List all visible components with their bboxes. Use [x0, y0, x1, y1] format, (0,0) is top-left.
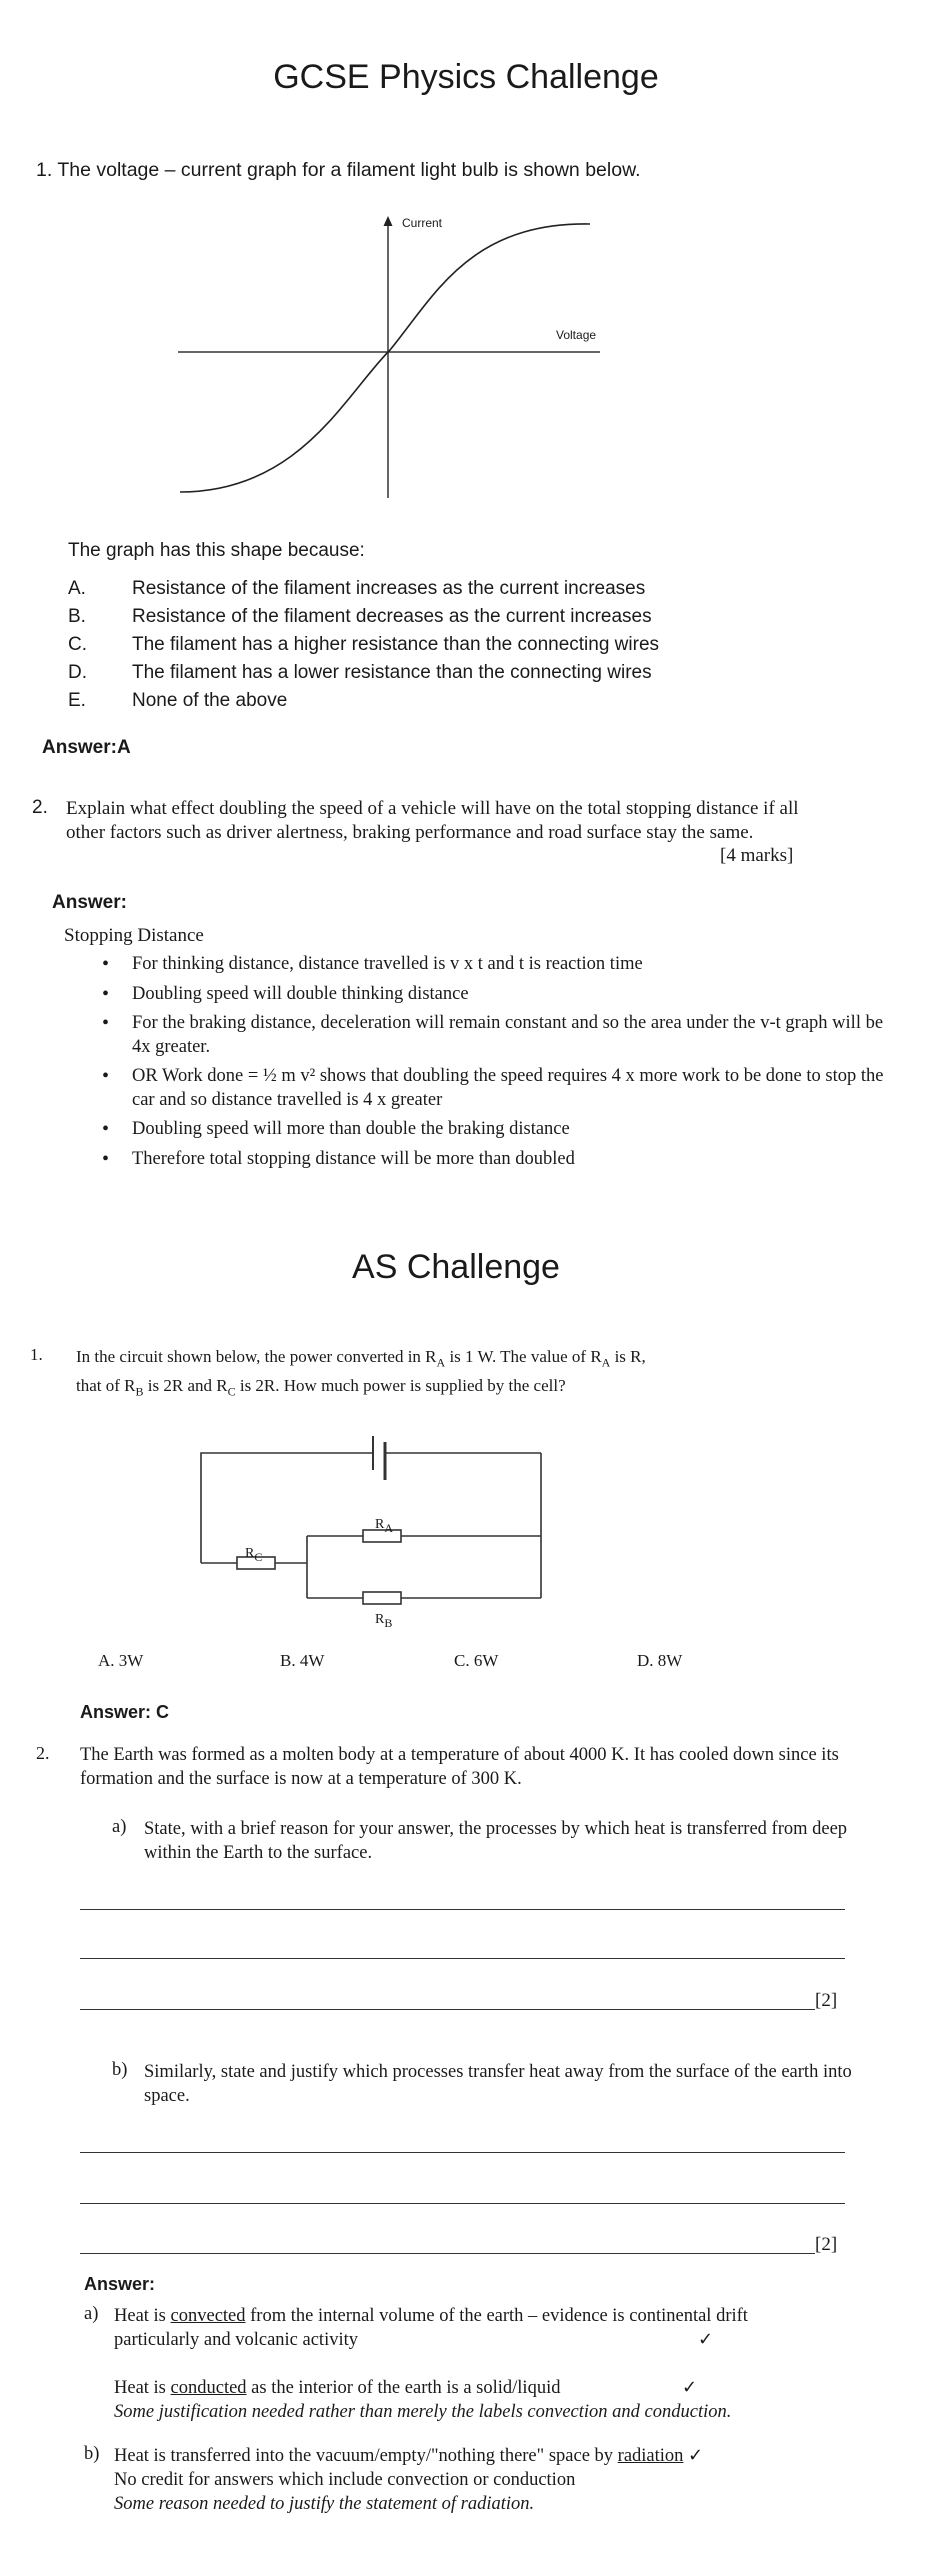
gcse-q2-text: Explain what effect doubling the speed of a vehicle will have on the total stopping distance if all other factors such as driver alertness, braking performance and road surface stay the same. [66, 798, 799, 843]
as-q1-option-d: D. 8W [637, 1651, 683, 1670]
as-q2-a-text: State, with a brief reason for your answer, the processes by which heat is transferred from deep within the Earth to the surface. [144, 1819, 848, 1863]
as-q2-text: The Earth was formed as a molten body at a temperature of about 4000 K. It has cooled down since its formation and the surface is now at a temperature of 300 K. [80, 1745, 839, 1789]
gcse-q1-option-e: E. None of the above [68, 690, 288, 711]
list-item: • Doubling speed will double thinking distance [70, 983, 890, 1007]
as-q1-option-b: B. 4W [280, 1651, 325, 1670]
list-item: • Therefore total stopping distance will be more than doubled [70, 1148, 890, 1172]
gcse-q1-answer: Answer:A [42, 737, 131, 758]
gcse-q1-options [68, 575, 659, 715]
answer-line [80, 2253, 815, 2254]
as-q1-answer: Answer: C [80, 1702, 170, 1722]
as-q1-text: In the circuit shown below, the power converted in $R_A$ is 1 W. The value of $R_A$ is R, that of $R_B$ is 2R and $R_C$ is 2R. How much power is supplied by the cell? [76, 1347, 646, 1399]
as-q2-b-label: b) [112, 2060, 128, 2080]
iv-graph-y-label: Current [402, 216, 443, 230]
list-item: • Doubling speed will more than double the braking distance [70, 1118, 890, 1142]
as-q1-option-a: A. 3W [98, 1651, 144, 1670]
circuit-wire-top-left [201, 1453, 373, 1563]
gcse-q1-option-d: D. The filament has a lower resistance than the connecting wires [68, 662, 652, 683]
gcse-q1-option-a: A. Resistance of the filament increases as the current increases [68, 578, 646, 599]
as-q2-a-mark: [2] [815, 1990, 838, 2011]
gcse-q2-number: 2. [32, 797, 48, 818]
as-title: AS Challenge [352, 1248, 560, 1286]
gcse-q2-answer-heading: Stopping Distance [64, 925, 204, 946]
answer-line [80, 2152, 845, 2153]
as-q2-b-mark: [2] [815, 2234, 838, 2255]
iv-graph [170, 210, 600, 505]
gcse-q2-answer-label: Answer: [52, 892, 127, 913]
circuit-label-rc: $R_C$ [245, 1546, 263, 1564]
list-item: • For thinking distance, distance travelled is v x t and t is reaction time [70, 953, 890, 977]
list-item: • OR Work done = ½ m v² shows that doubling the speed requires 4 x more work to be done to stop the car and so distance travelled is 4 x greater [70, 1065, 890, 1112]
as-q2-a-label: a) [112, 1817, 127, 1837]
as-q2-b-text: Similarly, state and justify which processes transfer heat away from the surface of the earth into space. [144, 2062, 852, 2106]
as-q2-ans-a: Heat is convected from the internal volume of the earth – evidence is continental drift particularly and volcanic activity ✓ Heat is conducted as the interior of the earth is a solid/liquid ✓ Some justification needed rather than merely the labels convection and conduction. [114, 2306, 748, 2422]
as-q2-ans-a-label: a) [84, 2304, 99, 2324]
answer-line [80, 2009, 815, 2010]
as-q2-number: 2. [36, 1743, 50, 1763]
answer-line [80, 1958, 845, 1959]
iv-graph-y-arrow [384, 216, 393, 226]
resistor-rb [363, 1592, 401, 1604]
answer-line [80, 1909, 845, 1910]
gcse-q2-answer-list [70, 953, 890, 1177]
gcse-q1-text: 1. The voltage – current graph for a filament light bulb is shown below. [36, 159, 641, 181]
iv-graph-curve [180, 224, 590, 492]
circuit-label-rb: $R_B$ [375, 1612, 393, 1630]
tick-icon: ✓ [682, 2377, 698, 2398]
iv-graph-x-label: Voltage [556, 328, 597, 342]
as-q2-ans-b-label: b) [84, 2444, 100, 2464]
list-item: • For the braking distance, deceleration will remain constant and so the area under the v-t graph will be 4x greater. [70, 1012, 890, 1059]
as-q1-number: 1. [30, 1345, 43, 1364]
gcse-q1-lead: The graph has this shape because: [68, 540, 365, 561]
gcse-q1-option-b: B. Resistance of the filament decreases as the current increases [68, 606, 652, 627]
answer-line [80, 2203, 845, 2204]
tick-icon: ✓ [688, 2445, 704, 2466]
as-q1-option-c: C. 6W [454, 1651, 499, 1670]
as-q2-answer-label: Answer: [84, 2274, 156, 2294]
tick-icon: ✓ [698, 2329, 714, 2350]
gcse-q2-marks: [4 marks] [720, 845, 794, 866]
gcse-q1-option-c: C. The filament has a higher resistance than the connecting wires [68, 634, 660, 655]
circuit-label-ra: $R_A$ [375, 1517, 394, 1535]
gcse-title: GCSE Physics Challenge [273, 58, 659, 96]
as-q2-ans-b: Heat is transferred into the vacuum/empty/"nothing there" space by radiation ✓ No credit for answers which include convection or conduction Some reason needed to justify the statement of radiation. [114, 2445, 704, 2514]
